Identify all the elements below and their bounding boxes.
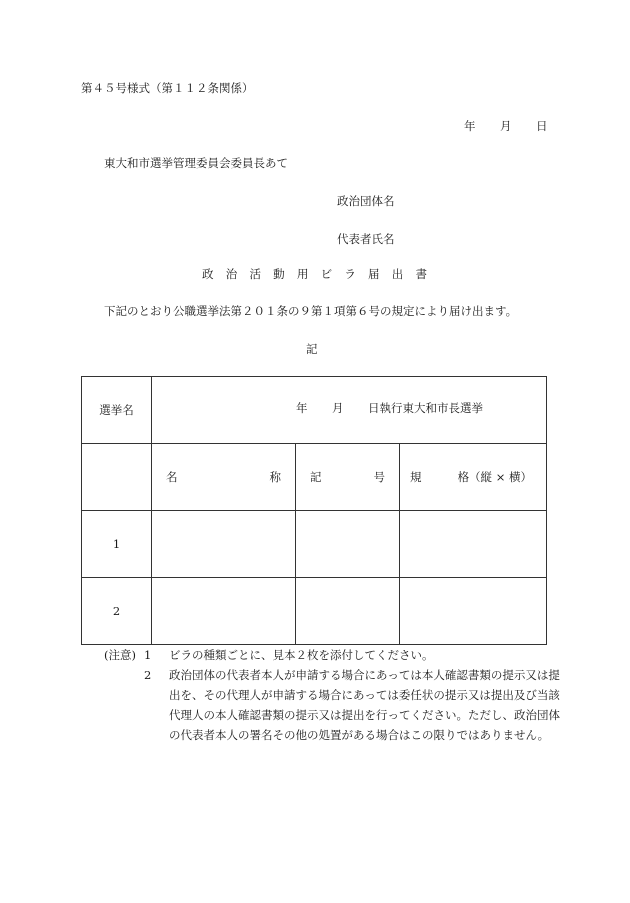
document-title bbox=[202, 269, 427, 281]
title-char: ビ bbox=[320, 267, 333, 281]
title-char: 政 bbox=[202, 267, 214, 281]
row-name-input[interactable] bbox=[152, 511, 296, 578]
title-char: 出 bbox=[391, 267, 404, 281]
election-label-cell: 選挙名 bbox=[82, 377, 152, 444]
row-code-input[interactable] bbox=[296, 578, 400, 645]
note-item bbox=[104, 665, 564, 745]
notes-section bbox=[104, 645, 564, 745]
representative-label: 代表者氏名 bbox=[337, 232, 395, 246]
row-number-cell: 1 bbox=[82, 511, 152, 578]
row-number-cell: 2 bbox=[82, 578, 152, 645]
row-spec-input[interactable] bbox=[400, 511, 547, 578]
form-number: 第４５号様式（第１１２条関係） bbox=[81, 81, 254, 95]
title-char: ラ bbox=[344, 267, 356, 281]
row-name-input[interactable] bbox=[152, 578, 296, 645]
election-value-cell[interactable] bbox=[152, 377, 547, 444]
title-char: 用 bbox=[296, 267, 309, 281]
election-month: 月 bbox=[332, 401, 344, 415]
note-text: ビラの種類ごとに、見本２枚を添付してください。 bbox=[169, 648, 434, 662]
date-day: 日 bbox=[536, 119, 548, 133]
registration-table bbox=[81, 376, 547, 645]
body-text: 下記のとおり公職選挙法第２０１条の９第１項第６号の規定により届け出ます。 bbox=[104, 304, 518, 318]
header-code-cell: 記 号 bbox=[296, 444, 400, 511]
note-text: 政治団体の代表者本人が申請する場合にあっては本人確認書類の提示又は提出を、その代理人が申請する場合にあっては委任状の提示又は提出及び当該代理人の本人確認書類の提示又は提出を行ってください。ただし、政治団体の代表者本人の署名その他の処置がある場合はこの限りではありません。 bbox=[169, 668, 560, 742]
header-blank-cell bbox=[82, 444, 152, 511]
row-spec-input[interactable] bbox=[400, 578, 547, 645]
notes-label: (注意) bbox=[104, 648, 136, 662]
note-number: 2 bbox=[144, 668, 152, 682]
addressee: 東大和市選挙管理委員会委員長あて bbox=[104, 156, 288, 170]
title-char: 活 bbox=[249, 267, 261, 281]
title-char: 治 bbox=[225, 267, 238, 281]
title-char: 書 bbox=[415, 267, 427, 281]
row-code-input[interactable] bbox=[296, 511, 400, 578]
election-rest: 日執行東大和市長選挙 bbox=[368, 401, 483, 415]
note-number: 1 bbox=[144, 648, 152, 662]
date-month: 月 bbox=[500, 119, 512, 133]
date-year: 年 bbox=[464, 119, 476, 133]
header-spec-cell: 規 格（縦 × 横） bbox=[400, 444, 547, 511]
title-char: 届 bbox=[368, 267, 380, 281]
org-name-label: 政治団体名 bbox=[337, 194, 395, 208]
title-char: 動 bbox=[273, 267, 285, 281]
note-item bbox=[104, 645, 564, 665]
election-year: 年 bbox=[296, 401, 308, 415]
ki-label: 記 bbox=[306, 342, 318, 356]
header-name-cell: 名 称 bbox=[152, 444, 296, 511]
